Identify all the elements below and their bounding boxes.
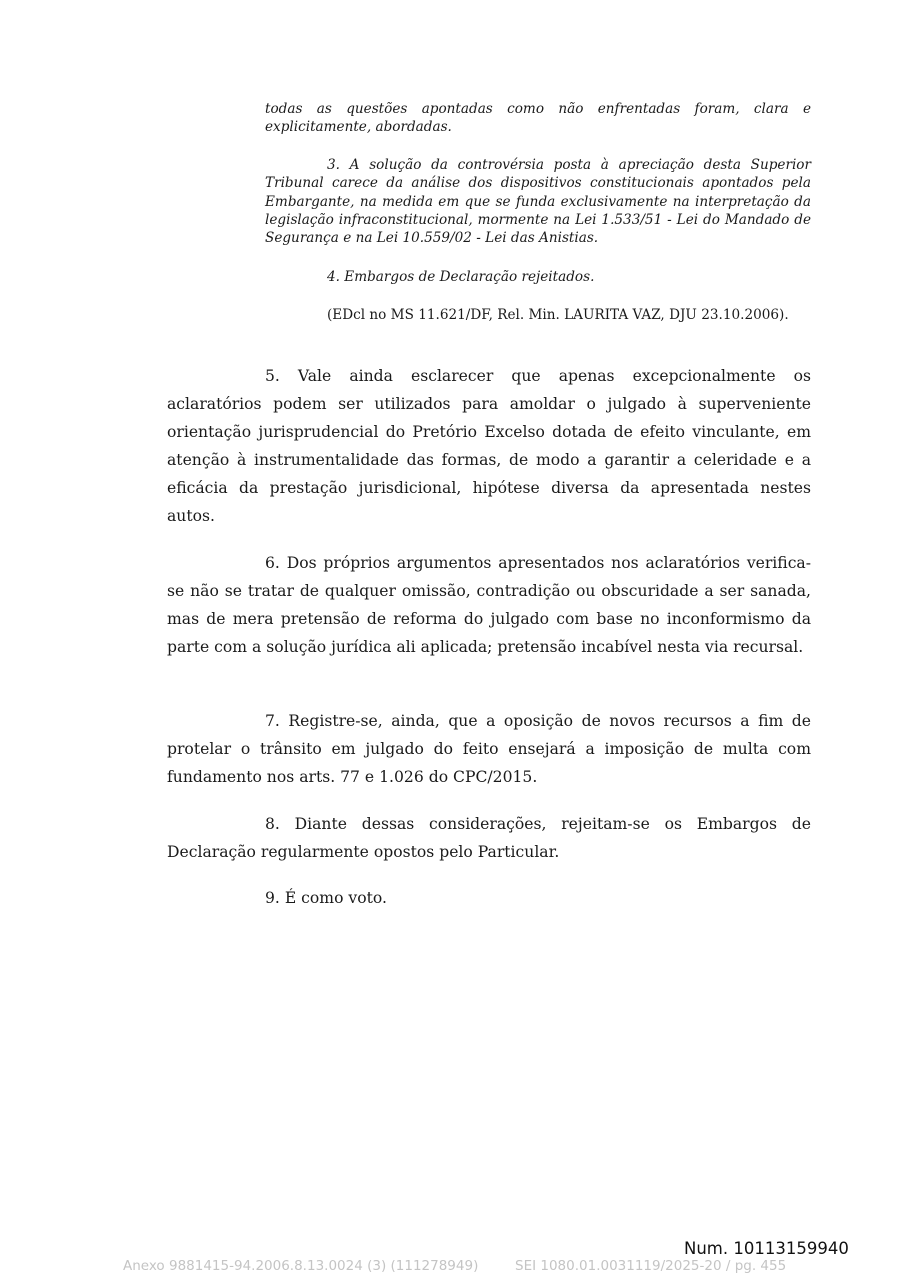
document-number: Num. 10113159940 <box>684 1239 849 1258</box>
quote-citation: (EDcl no MS 11.621/DF, Rel. Min. LAURITA VAZ, DJU 23.10.2006). <box>327 307 789 323</box>
paragraph-8: 8. Diante dessas considerações, rejeitam-se os Embargos de Declaração regularmente opostos pelo Particular. <box>167 815 811 861</box>
paragraph-9: 9. É como voto. <box>265 889 387 907</box>
paragraph-7: 7. Registre-se, ainda, que a oposição de novos recursos a fim de protelar o trânsito em julgado do feito ensejará a imposição de multa com fundamento nos arts. 77 e 1.026 do CPC/2015. <box>167 712 811 786</box>
paragraph-5: 5. Vale ainda esclarecer que apenas excepcionalmente os aclaratórios podem ser utilizados para amoldar o julgado à superveniente orientação jurisprudencial do Pretório Excelso dotada de efeito vinculante, em atenção à instrumentalidade das formas, de modo a garantir a celeridade e a eficácia da prestação jurisdicional, hipótese diversa da apresentada nestes autos. <box>167 367 811 525</box>
paragraph-6: 6. Dos próprios argumentos apresentados nos aclaratórios verifica-se não se tratar de qualquer omissão, contradição ou obscuridade a ser sanada, mas de mera pretensão de reforma do julgado com base no inconformismo da parte com a solução jurídica ali aplicada; pretensão incabível nesta via recursal. <box>167 554 811 656</box>
sei-page-reference: SEI 1080.01.0031119/2025-20 / pg. 455 <box>515 1258 787 1274</box>
quote-item-4: 4. Embargos de Declaração rejeitados. <box>327 269 595 285</box>
quote-item-3: 3. A solução da controvérsia posta à apreciação desta Superior Tribunal carece da análise dos dispositivos constitucionais apontados pela Embargante, na medida em que se funda exclusivamente na interpretação da legislação infraconstitucional, mormente na Lei 1.533/51 - Lei do Mandado de Segurança e na Lei 10.559/02 - Lei das Anistias. <box>265 157 811 247</box>
quote-fragment: todas as questões apontadas como não enfrentadas foram, clara e explicitamente, abordadas. <box>265 101 811 136</box>
annex-reference: Anexo 9881415-94.2006.8.13.0024 (3) (111278949) <box>123 1258 479 1274</box>
